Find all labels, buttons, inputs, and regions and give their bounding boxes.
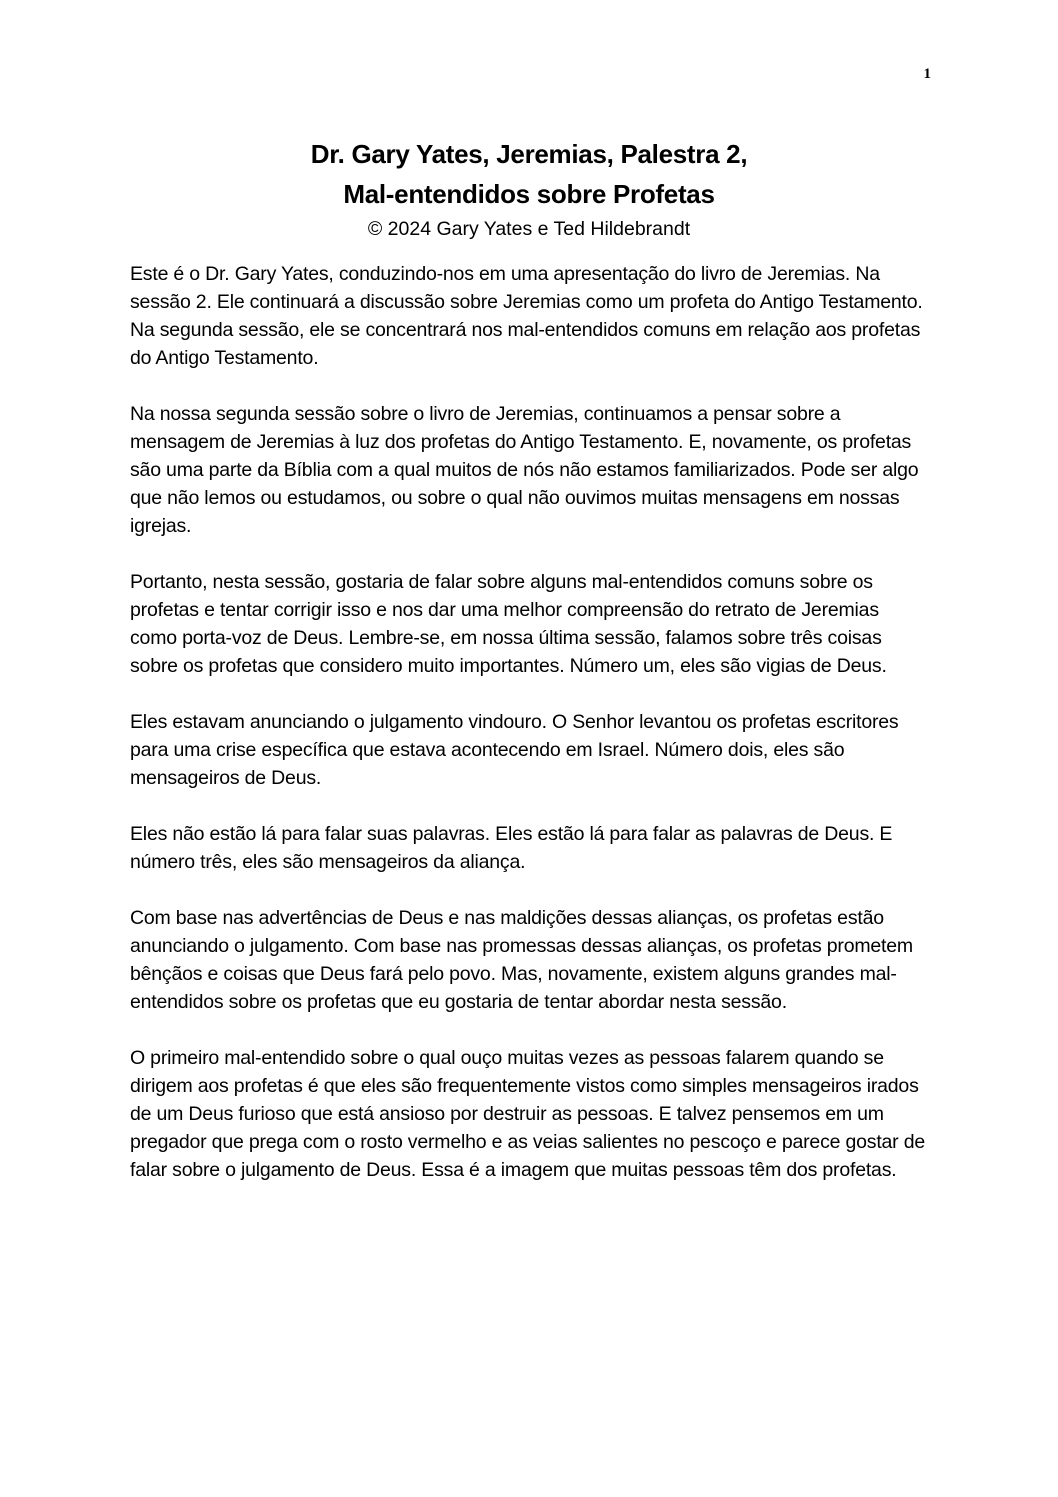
paragraph: Eles não estão lá para falar suas palavras. Eles estão lá para falar as palavras de Deus. E número três, eles são mensageiros da aliança. xyxy=(130,823,893,873)
paragraph: Na nossa segunda sessão sobre o livro de Jeremias, continuamos a pensar sobre a mensagem de Jeremias à luz dos profetas do Antigo Testamento. E, novamente, os profetas são uma parte da Bíblia com a qual muitos de nós não estamos familiarizados. Pode ser algo que não lemos ou estudamos, ou sobre o qual não ouvimos muitas mensagens em nossas igrejas. xyxy=(130,403,919,537)
copyright-notice: © 2024 Gary Yates e Ted Hildebrandt xyxy=(367,218,691,240)
page-number: 1 xyxy=(923,66,931,82)
paragraph: Este é o Dr. Gary Yates, conduzindo-nos em uma apresentação do livro de Jeremias. Na sessão 2. Ele continuará a discussão sobre Jeremias como um profeta do Antigo Testamento. Na segunda sessão, ele se concentrará nos mal-entendidos comuns em relação aos profetas do Antigo Testamento. xyxy=(130,263,923,369)
document-body xyxy=(130,260,930,1212)
document-title-line-2: Mal-entendidos sobre Profetas xyxy=(343,179,715,209)
paragraph: Com base nas advertências de Deus e nas maldições dessas alianças, os profetas estão anunciando o julgamento. Com base nas promessas dessas alianças, os profetas prometem bênçãos e coisas que Deus fará pelo povo. Mas, novamente, existem alguns grandes mal-entendidos sobre os profetas que eu gostaria de tentar abordar nesta sessão. xyxy=(130,907,913,1013)
document-title-line-1: Dr. Gary Yates, Jeremias, Palestra 2, xyxy=(310,139,748,169)
paragraph: O primeiro mal-entendido sobre o qual ouço muitas vezes as pessoas falarem quando se dirigem aos profetas é que eles são frequentemente vistos como simples mensageiros irados de um Deus furioso que está ansioso por destruir as pessoas. E talvez pensemos em um pregador que prega com o rosto vermelho e as veias salientes no pescoço e parece gostar de falar sobre o julgamento de Deus. Essa é a imagem que muitas pessoas têm dos profetas. xyxy=(130,1047,925,1181)
document-header xyxy=(0,134,1058,242)
paragraph: Eles estavam anunciando o julgamento vindouro. O Senhor levantou os profetas escritores para uma crise específica que estava acontecendo em Israel. Número dois, eles são mensageiros de Deus. xyxy=(130,711,899,789)
paragraph: Portanto, nesta sessão, gostaria de falar sobre alguns mal-entendidos comuns sobre os profetas e tentar corrigir isso e nos dar uma melhor compreensão do retrato de Jeremias como porta-voz de Deus. Lembre-se, em nossa última sessão, falamos sobre três coisas sobre os profetas que considero muito importantes. Número um, eles são vigias de Deus. xyxy=(130,571,887,677)
